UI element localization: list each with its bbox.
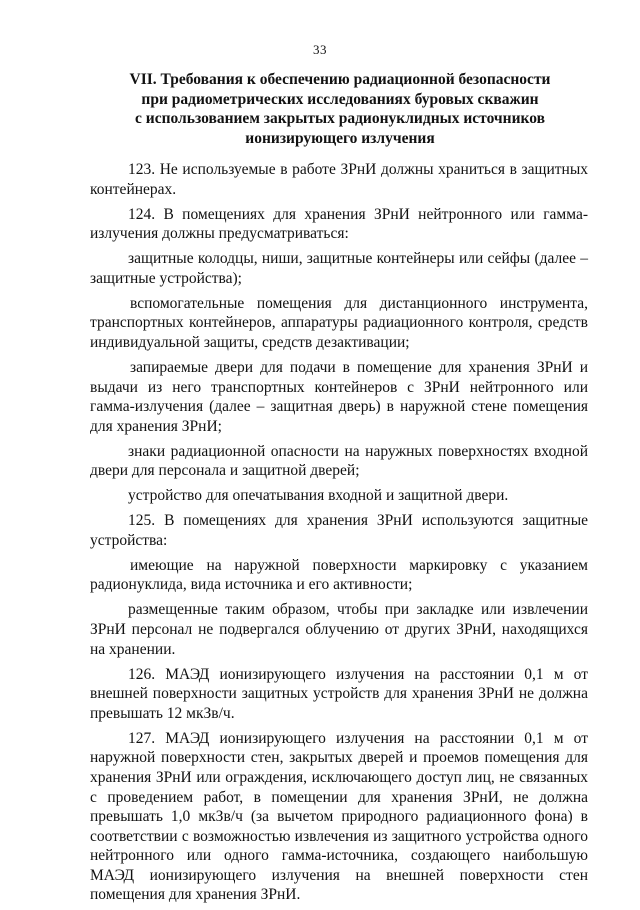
heading-line: при радиометрических исследованиях буровых скважин [141,90,539,108]
list-item: запираемые двери для подачи в помещение для хранения ЗРнИ и выдачи из него транспортных контейнеров с ЗРнИ нейтронного или гамма-излучения (далее – защитная дверь) в наружной стене помещения для хранения ЗРнИ; [90,358,588,435]
heading-line: VII. Требования к обеспечению радиационной безопасности [129,71,551,88]
body-text [90,160,588,910]
list-item: знаки радиационной опасности на наружных поверхностях входной двери для персонала и защитной дверей; [90,442,588,480]
paragraph-126: 126. МАЭД ионизирующего излучения на расстоянии 0,1 м от внешней поверхности защитных устройств для хранения ЗРнИ не должна превышать 12 мкЗв/ч. [90,665,588,722]
page-number: 33 [313,42,327,57]
list-item: размещенные таким образом, чтобы при закладке или извлечении ЗРнИ персонал не подвергался облучению от других ЗРнИ, находящихся на хранении. [90,601,588,658]
paragraph-124: 124. В помещениях для хранения ЗРнИ нейтронного или гамма-излучения должны предусматриваться: [90,205,588,243]
heading-line: с использованием закрытых радионуклидных источников [135,110,545,127]
list-item: защитные колодцы, ниши, защитные контейнеры или сейфы (далее – защитные устройства); [90,250,588,287]
paragraph-127: 127. МАЭД ионизирующего излучения на расстоянии 0,1 м от наружной поверхности стен, закрытых дверей и проемов помещения для хранения ЗРнИ или ограждения, исключающего доступ лиц, не связанных с проведением работ, в помещении для хранения ЗРнИ, не должна превышать 1,0 мкЗв/ч (за вычетом природного радиационного фона) в соответствии с возможностью извлечения из защитного устройства одного нейтронного или одного гамма-источника, создающего наибольшую МАЭД ионизирующего излучения на внешней поверхности стен помещения для хранения ЗРнИ. [90,729,588,904]
list-item: имеющие на наружной поверхности маркировку с указанием радионуклида, вида источника и его активности; [90,556,588,594]
list-item: устройство для опечатывания входной и защитной двери. [128,487,509,505]
heading-line: ионизирующего излучения [245,129,435,147]
paragraph-123: 123. Не используемые в работе ЗРнИ должны храниться в защитных контейнерах. [90,161,588,198]
list-item: вспомогательные помещения для дистанционного инструмента, транспортных контейнеров, аппаратуры радиационного контроля, средств индивидуальной защиты, средств дезактивации; [90,294,588,351]
paragraph-125: 125. В помещениях для хранения ЗРнИ используются защитные устройства: [90,512,588,549]
section-heading [90,70,590,148]
